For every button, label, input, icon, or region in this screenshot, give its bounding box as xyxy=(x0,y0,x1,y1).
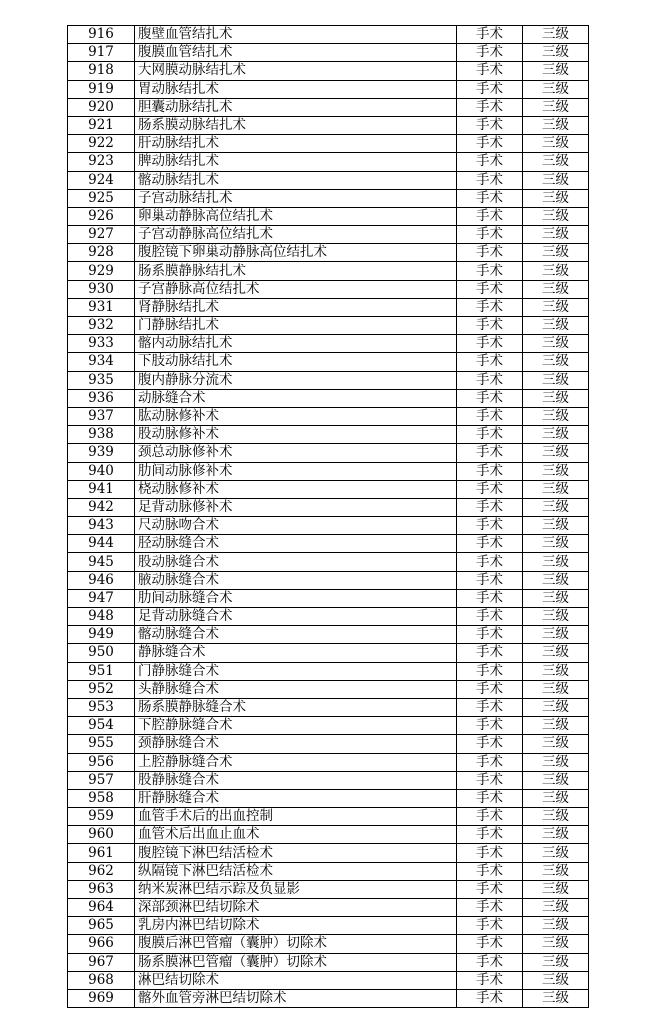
category-cell: 手术 xyxy=(457,444,523,462)
level-cell: 三级 xyxy=(523,44,589,62)
procedure-name-cell: 头静脉缝合术 xyxy=(135,680,457,698)
level-cell: 三级 xyxy=(523,553,589,571)
row-number-cell: 939 xyxy=(68,444,135,462)
level-cell: 三级 xyxy=(523,571,589,589)
category-cell: 手术 xyxy=(457,226,523,244)
row-number-cell: 916 xyxy=(68,26,135,44)
procedure-name-cell: 髂外血管旁淋巴结切除术 xyxy=(135,989,457,1007)
table-row xyxy=(68,426,589,444)
row-number-cell: 964 xyxy=(68,899,135,917)
procedure-name-cell: 颈总动脉修补术 xyxy=(135,444,457,462)
procedure-name-cell: 门静脉缝合术 xyxy=(135,662,457,680)
category-cell: 手术 xyxy=(457,589,523,607)
category-cell: 手术 xyxy=(457,480,523,498)
procedure-table-body xyxy=(68,26,589,1008)
procedure-name-cell: 腹腔镜下淋巴结活检术 xyxy=(135,844,457,862)
procedure-name-cell: 颈静脉缝合术 xyxy=(135,735,457,753)
table-row xyxy=(68,680,589,698)
level-cell: 三级 xyxy=(523,535,589,553)
level-cell: 三级 xyxy=(523,262,589,280)
row-number-cell: 917 xyxy=(68,44,135,62)
table-row xyxy=(68,698,589,716)
table-row xyxy=(68,480,589,498)
procedure-name-cell: 门静脉结扎术 xyxy=(135,317,457,335)
procedure-name-cell: 纵隔镜下淋巴结活检术 xyxy=(135,862,457,880)
table-row xyxy=(68,335,589,353)
level-cell: 三级 xyxy=(523,407,589,425)
procedure-name-cell: 髂动脉结扎术 xyxy=(135,171,457,189)
procedure-name-cell: 子宫动脉结扎术 xyxy=(135,189,457,207)
row-number-cell: 962 xyxy=(68,862,135,880)
table-row xyxy=(68,989,589,1007)
category-cell: 手术 xyxy=(457,62,523,80)
table-row xyxy=(68,880,589,898)
procedure-name-cell: 胆囊动脉结扎术 xyxy=(135,98,457,116)
level-cell: 三级 xyxy=(523,880,589,898)
level-cell: 三级 xyxy=(523,444,589,462)
row-number-cell: 921 xyxy=(68,116,135,134)
category-cell: 手术 xyxy=(457,862,523,880)
category-cell: 手术 xyxy=(457,26,523,44)
row-number-cell: 948 xyxy=(68,608,135,626)
level-cell: 三级 xyxy=(523,826,589,844)
procedure-name-cell: 胃动脉结扎术 xyxy=(135,80,457,98)
category-cell: 手术 xyxy=(457,880,523,898)
level-cell: 三级 xyxy=(523,116,589,134)
procedure-name-cell: 子宫静脉高位结扎术 xyxy=(135,280,457,298)
row-number-cell: 946 xyxy=(68,571,135,589)
category-cell: 手术 xyxy=(457,371,523,389)
row-number-cell: 961 xyxy=(68,844,135,862)
procedure-name-cell: 下肢动脉结扎术 xyxy=(135,353,457,371)
table-row xyxy=(68,917,589,935)
level-cell: 三级 xyxy=(523,62,589,80)
category-cell: 手术 xyxy=(457,498,523,516)
level-cell: 三级 xyxy=(523,426,589,444)
row-number-cell: 952 xyxy=(68,680,135,698)
table-row xyxy=(68,571,589,589)
procedure-table xyxy=(67,25,589,1008)
table-row xyxy=(68,498,589,516)
level-cell: 三级 xyxy=(523,808,589,826)
row-number-cell: 963 xyxy=(68,880,135,898)
category-cell: 手术 xyxy=(457,116,523,134)
table-row xyxy=(68,717,589,735)
procedure-name-cell: 股静脉缝合术 xyxy=(135,771,457,789)
level-cell: 三级 xyxy=(523,207,589,225)
table-row xyxy=(68,808,589,826)
procedure-name-cell: 脾动脉结扎术 xyxy=(135,153,457,171)
row-number-cell: 936 xyxy=(68,389,135,407)
procedure-name-cell: 乳房内淋巴结切除术 xyxy=(135,917,457,935)
level-cell: 三级 xyxy=(523,917,589,935)
procedure-name-cell: 肠系膜静脉缝合术 xyxy=(135,698,457,716)
level-cell: 三级 xyxy=(523,844,589,862)
table-row xyxy=(68,226,589,244)
category-cell: 手术 xyxy=(457,535,523,553)
row-number-cell: 938 xyxy=(68,426,135,444)
procedure-name-cell: 桡动脉修补术 xyxy=(135,480,457,498)
procedure-name-cell: 肋间动脉缝合术 xyxy=(135,589,457,607)
category-cell: 手术 xyxy=(457,917,523,935)
table-row xyxy=(68,262,589,280)
category-cell: 手术 xyxy=(457,153,523,171)
level-cell: 三级 xyxy=(523,498,589,516)
level-cell: 三级 xyxy=(523,662,589,680)
row-number-cell: 959 xyxy=(68,808,135,826)
procedure-name-cell: 深部颈淋巴结切除术 xyxy=(135,899,457,917)
table-row xyxy=(68,371,589,389)
procedure-name-cell: 腹壁血管结扎术 xyxy=(135,26,457,44)
procedure-name-cell: 股动脉修补术 xyxy=(135,426,457,444)
row-number-cell: 924 xyxy=(68,171,135,189)
level-cell: 三级 xyxy=(523,389,589,407)
table-row xyxy=(68,26,589,44)
table-row xyxy=(68,80,589,98)
category-cell: 手术 xyxy=(457,207,523,225)
level-cell: 三级 xyxy=(523,735,589,753)
table-row xyxy=(68,389,589,407)
category-cell: 手术 xyxy=(457,135,523,153)
table-row xyxy=(68,589,589,607)
category-cell: 手术 xyxy=(457,280,523,298)
level-cell: 三级 xyxy=(523,935,589,953)
row-number-cell: 930 xyxy=(68,280,135,298)
row-number-cell: 918 xyxy=(68,62,135,80)
table-row xyxy=(68,626,589,644)
category-cell: 手术 xyxy=(457,626,523,644)
table-row xyxy=(68,280,589,298)
category-cell: 手术 xyxy=(457,808,523,826)
procedure-name-cell: 血管手术后的出血控制 xyxy=(135,808,457,826)
category-cell: 手术 xyxy=(457,171,523,189)
procedure-name-cell: 腹腔镜下卵巢动静脉高位结扎术 xyxy=(135,244,457,262)
procedure-name-cell: 肠系膜静脉结扎术 xyxy=(135,262,457,280)
row-number-cell: 931 xyxy=(68,298,135,316)
category-cell: 手术 xyxy=(457,189,523,207)
category-cell: 手术 xyxy=(457,989,523,1007)
level-cell: 三级 xyxy=(523,989,589,1007)
row-number-cell: 966 xyxy=(68,935,135,953)
procedure-name-cell: 子宫动静脉高位结扎术 xyxy=(135,226,457,244)
category-cell: 手术 xyxy=(457,644,523,662)
table-row xyxy=(68,153,589,171)
level-cell: 三级 xyxy=(523,353,589,371)
level-cell: 三级 xyxy=(523,298,589,316)
row-number-cell: 951 xyxy=(68,662,135,680)
procedure-name-cell: 动脉缝合术 xyxy=(135,389,457,407)
procedure-name-cell: 卵巢动静脉高位结扎术 xyxy=(135,207,457,225)
table-row xyxy=(68,135,589,153)
procedure-name-cell: 肝静脉缝合术 xyxy=(135,789,457,807)
procedure-name-cell: 纳米炭淋巴结示踪及负显影 xyxy=(135,880,457,898)
category-cell: 手术 xyxy=(457,553,523,571)
table-row xyxy=(68,735,589,753)
level-cell: 三级 xyxy=(523,171,589,189)
procedure-name-cell: 足背动脉缝合术 xyxy=(135,608,457,626)
procedure-name-cell: 腹膜后淋巴管瘤（囊肿）切除术 xyxy=(135,935,457,953)
table-row xyxy=(68,644,589,662)
category-cell: 手术 xyxy=(457,971,523,989)
level-cell: 三级 xyxy=(523,98,589,116)
procedure-name-cell: 肝动脉结扎术 xyxy=(135,135,457,153)
table-row xyxy=(68,462,589,480)
row-number-cell: 942 xyxy=(68,498,135,516)
category-cell: 手术 xyxy=(457,698,523,716)
category-cell: 手术 xyxy=(457,517,523,535)
table-row xyxy=(68,98,589,116)
category-cell: 手术 xyxy=(457,844,523,862)
row-number-cell: 953 xyxy=(68,698,135,716)
row-number-cell: 955 xyxy=(68,735,135,753)
procedure-name-cell: 静脉缝合术 xyxy=(135,644,457,662)
row-number-cell: 947 xyxy=(68,589,135,607)
level-cell: 三级 xyxy=(523,80,589,98)
row-number-cell: 937 xyxy=(68,407,135,425)
category-cell: 手术 xyxy=(457,735,523,753)
level-cell: 三级 xyxy=(523,517,589,535)
row-number-cell: 923 xyxy=(68,153,135,171)
procedure-name-cell: 股动脉缝合术 xyxy=(135,553,457,571)
level-cell: 三级 xyxy=(523,462,589,480)
category-cell: 手术 xyxy=(457,335,523,353)
table-row xyxy=(68,826,589,844)
row-number-cell: 929 xyxy=(68,262,135,280)
table-row xyxy=(68,298,589,316)
category-cell: 手术 xyxy=(457,935,523,953)
level-cell: 三级 xyxy=(523,608,589,626)
table-row xyxy=(68,935,589,953)
table-row xyxy=(68,789,589,807)
row-number-cell: 945 xyxy=(68,553,135,571)
level-cell: 三级 xyxy=(523,626,589,644)
row-number-cell: 949 xyxy=(68,626,135,644)
table-row xyxy=(68,899,589,917)
row-number-cell: 957 xyxy=(68,771,135,789)
row-number-cell: 965 xyxy=(68,917,135,935)
level-cell: 三级 xyxy=(523,953,589,971)
row-number-cell: 968 xyxy=(68,971,135,989)
level-cell: 三级 xyxy=(523,244,589,262)
category-cell: 手术 xyxy=(457,262,523,280)
level-cell: 三级 xyxy=(523,153,589,171)
row-number-cell: 960 xyxy=(68,826,135,844)
table-row xyxy=(68,407,589,425)
procedure-name-cell: 肾静脉结扎术 xyxy=(135,298,457,316)
row-number-cell: 933 xyxy=(68,335,135,353)
row-number-cell: 932 xyxy=(68,317,135,335)
procedure-name-cell: 淋巴结切除术 xyxy=(135,971,457,989)
procedure-name-cell: 髂内动脉结扎术 xyxy=(135,335,457,353)
level-cell: 三级 xyxy=(523,280,589,298)
category-cell: 手术 xyxy=(457,298,523,316)
row-number-cell: 934 xyxy=(68,353,135,371)
table-row xyxy=(68,171,589,189)
procedure-name-cell: 腋动脉缝合术 xyxy=(135,571,457,589)
level-cell: 三级 xyxy=(523,480,589,498)
table-row xyxy=(68,771,589,789)
category-cell: 手术 xyxy=(457,462,523,480)
row-number-cell: 922 xyxy=(68,135,135,153)
table-row xyxy=(68,844,589,862)
row-number-cell: 950 xyxy=(68,644,135,662)
row-number-cell: 920 xyxy=(68,98,135,116)
table-row xyxy=(68,207,589,225)
category-cell: 手术 xyxy=(457,44,523,62)
row-number-cell: 943 xyxy=(68,517,135,535)
category-cell: 手术 xyxy=(457,717,523,735)
row-number-cell: 958 xyxy=(68,789,135,807)
procedure-name-cell: 上腔静脉缝合术 xyxy=(135,753,457,771)
table-row xyxy=(68,553,589,571)
level-cell: 三级 xyxy=(523,335,589,353)
level-cell: 三级 xyxy=(523,698,589,716)
category-cell: 手术 xyxy=(457,662,523,680)
procedure-name-cell: 肋间动脉修补术 xyxy=(135,462,457,480)
table-row xyxy=(68,116,589,134)
procedure-name-cell: 肠系膜动脉结扎术 xyxy=(135,116,457,134)
category-cell: 手术 xyxy=(457,953,523,971)
category-cell: 手术 xyxy=(457,771,523,789)
category-cell: 手术 xyxy=(457,608,523,626)
category-cell: 手术 xyxy=(457,680,523,698)
level-cell: 三级 xyxy=(523,717,589,735)
table-row xyxy=(68,971,589,989)
procedure-name-cell: 足背动脉修补术 xyxy=(135,498,457,516)
procedure-name-cell: 下腔静脉缝合术 xyxy=(135,717,457,735)
category-cell: 手术 xyxy=(457,353,523,371)
category-cell: 手术 xyxy=(457,826,523,844)
row-number-cell: 967 xyxy=(68,953,135,971)
table-row xyxy=(68,444,589,462)
row-number-cell: 927 xyxy=(68,226,135,244)
table-row xyxy=(68,189,589,207)
table-row xyxy=(68,317,589,335)
procedure-name-cell: 腹膜血管结扎术 xyxy=(135,44,457,62)
category-cell: 手术 xyxy=(457,98,523,116)
table-row xyxy=(68,244,589,262)
row-number-cell: 941 xyxy=(68,480,135,498)
row-number-cell: 926 xyxy=(68,207,135,225)
level-cell: 三级 xyxy=(523,862,589,880)
procedure-name-cell: 髂动脉缝合术 xyxy=(135,626,457,644)
level-cell: 三级 xyxy=(523,680,589,698)
table-row xyxy=(68,953,589,971)
table-row xyxy=(68,62,589,80)
level-cell: 三级 xyxy=(523,189,589,207)
level-cell: 三级 xyxy=(523,26,589,44)
level-cell: 三级 xyxy=(523,899,589,917)
procedure-name-cell: 尺动脉吻合术 xyxy=(135,517,457,535)
table-row xyxy=(68,608,589,626)
row-number-cell: 969 xyxy=(68,989,135,1007)
table-row xyxy=(68,44,589,62)
category-cell: 手术 xyxy=(457,407,523,425)
table-row xyxy=(68,662,589,680)
category-cell: 手术 xyxy=(457,80,523,98)
table-row xyxy=(68,535,589,553)
row-number-cell: 954 xyxy=(68,717,135,735)
category-cell: 手术 xyxy=(457,571,523,589)
procedure-name-cell: 腹内静脉分流术 xyxy=(135,371,457,389)
procedure-name-cell: 胫动脉缝合术 xyxy=(135,535,457,553)
level-cell: 三级 xyxy=(523,771,589,789)
level-cell: 三级 xyxy=(523,753,589,771)
category-cell: 手术 xyxy=(457,753,523,771)
category-cell: 手术 xyxy=(457,317,523,335)
level-cell: 三级 xyxy=(523,589,589,607)
category-cell: 手术 xyxy=(457,389,523,407)
row-number-cell: 935 xyxy=(68,371,135,389)
category-cell: 手术 xyxy=(457,789,523,807)
row-number-cell: 925 xyxy=(68,189,135,207)
category-cell: 手术 xyxy=(457,244,523,262)
level-cell: 三级 xyxy=(523,226,589,244)
level-cell: 三级 xyxy=(523,371,589,389)
procedure-name-cell: 肠系膜淋巴管瘤（囊肿）切除术 xyxy=(135,953,457,971)
row-number-cell: 956 xyxy=(68,753,135,771)
table-row xyxy=(68,353,589,371)
procedure-name-cell: 血管术后出血止血术 xyxy=(135,826,457,844)
row-number-cell: 944 xyxy=(68,535,135,553)
procedure-name-cell: 大网膜动脉结扎术 xyxy=(135,62,457,80)
level-cell: 三级 xyxy=(523,135,589,153)
level-cell: 三级 xyxy=(523,317,589,335)
table-row xyxy=(68,862,589,880)
table-row xyxy=(68,753,589,771)
row-number-cell: 928 xyxy=(68,244,135,262)
row-number-cell: 919 xyxy=(68,80,135,98)
procedure-name-cell: 肱动脉修补术 xyxy=(135,407,457,425)
category-cell: 手术 xyxy=(457,899,523,917)
row-number-cell: 940 xyxy=(68,462,135,480)
level-cell: 三级 xyxy=(523,789,589,807)
category-cell: 手术 xyxy=(457,426,523,444)
level-cell: 三级 xyxy=(523,971,589,989)
table-row xyxy=(68,517,589,535)
level-cell: 三级 xyxy=(523,644,589,662)
